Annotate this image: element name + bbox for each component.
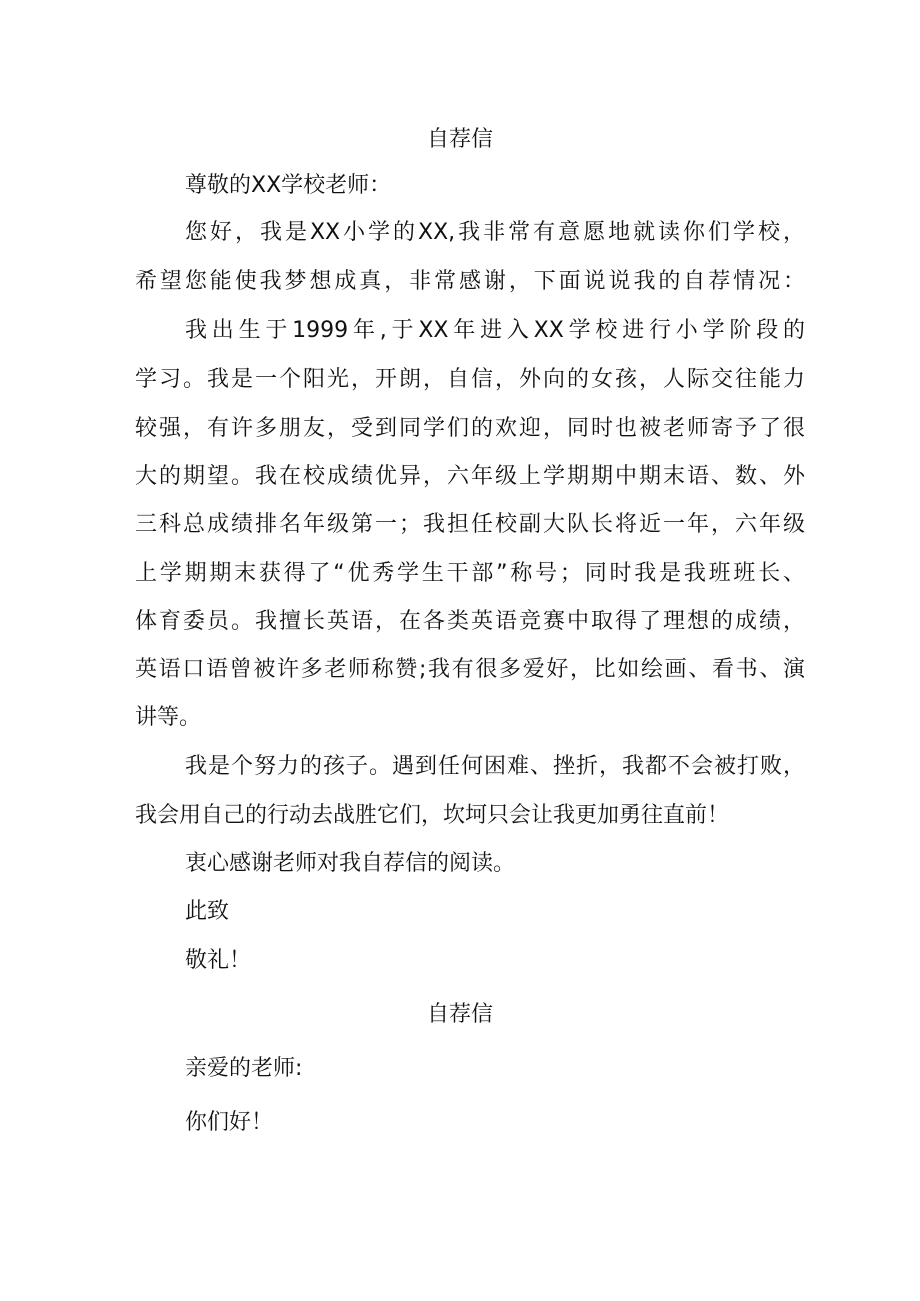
letter1-line-6: 大的期望。我在校成绩优异，六年级上学期期中期末语、数、外 <box>135 464 805 489</box>
letter1-line-3: 我出生于1999年,于XX年进入XX学校进行小学阶段的 <box>185 318 805 343</box>
letter1-line-7: 三科总成绩排名年级第一；我担任校副大队长将近一年，六年级 <box>135 512 805 537</box>
letter1-title: 自荐信 <box>426 127 493 152</box>
letter1-closing-2: 敬礼！ <box>185 948 252 973</box>
letter1-line-13: 我会用自己的行动去战胜它们，坎坷只会让我更加勇往直前！ <box>135 803 730 828</box>
letter2-title: 自荐信 <box>426 1002 493 1027</box>
letter1-line-14: 衷心感谢老师对我自荐信的阅读。 <box>185 851 516 876</box>
letter1-line-8: 上学期期末获得了“优秀学生干部”称号；同时我是我班班长、 <box>135 561 805 586</box>
letter1-line-4: 学习。我是一个阳光，开朗，自信，外向的女孩，人际交往能力 <box>135 367 805 392</box>
letter1-line-12: 我是个努力的孩子。遇到任何困难、挫折，我都不会被打败， <box>185 754 805 779</box>
letter1-line-10: 英语口语曾被许多老师称赞;我有很多爱好，比如绘画、看书、演 <box>135 657 805 682</box>
letter1-line-9: 体育委员。我擅长英语，在各类英语竞赛中取得了理想的成绩， <box>135 609 805 634</box>
letter1-line-2: 希望您能使我梦想成真，非常感谢，下面说说我的自荐情况： <box>135 269 805 294</box>
letter2-greeting: 你们好！ <box>185 1110 274 1135</box>
letter1-line-1: 您好，我是XX小学的XX,我非常有意愿地就读你们学校， <box>185 220 805 245</box>
letter1-line-11: 讲等。 <box>135 705 202 730</box>
letter2-salutation: 亲爱的老师: <box>185 1056 303 1081</box>
letter1-salutation: 尊敬的XX学校老师： <box>185 173 392 198</box>
letter1-closing-1: 此致 <box>185 899 230 924</box>
letter1-line-5: 较强，有许多朋友，受到同学们的欢迎，同时也被老师寄予了很 <box>135 416 805 441</box>
